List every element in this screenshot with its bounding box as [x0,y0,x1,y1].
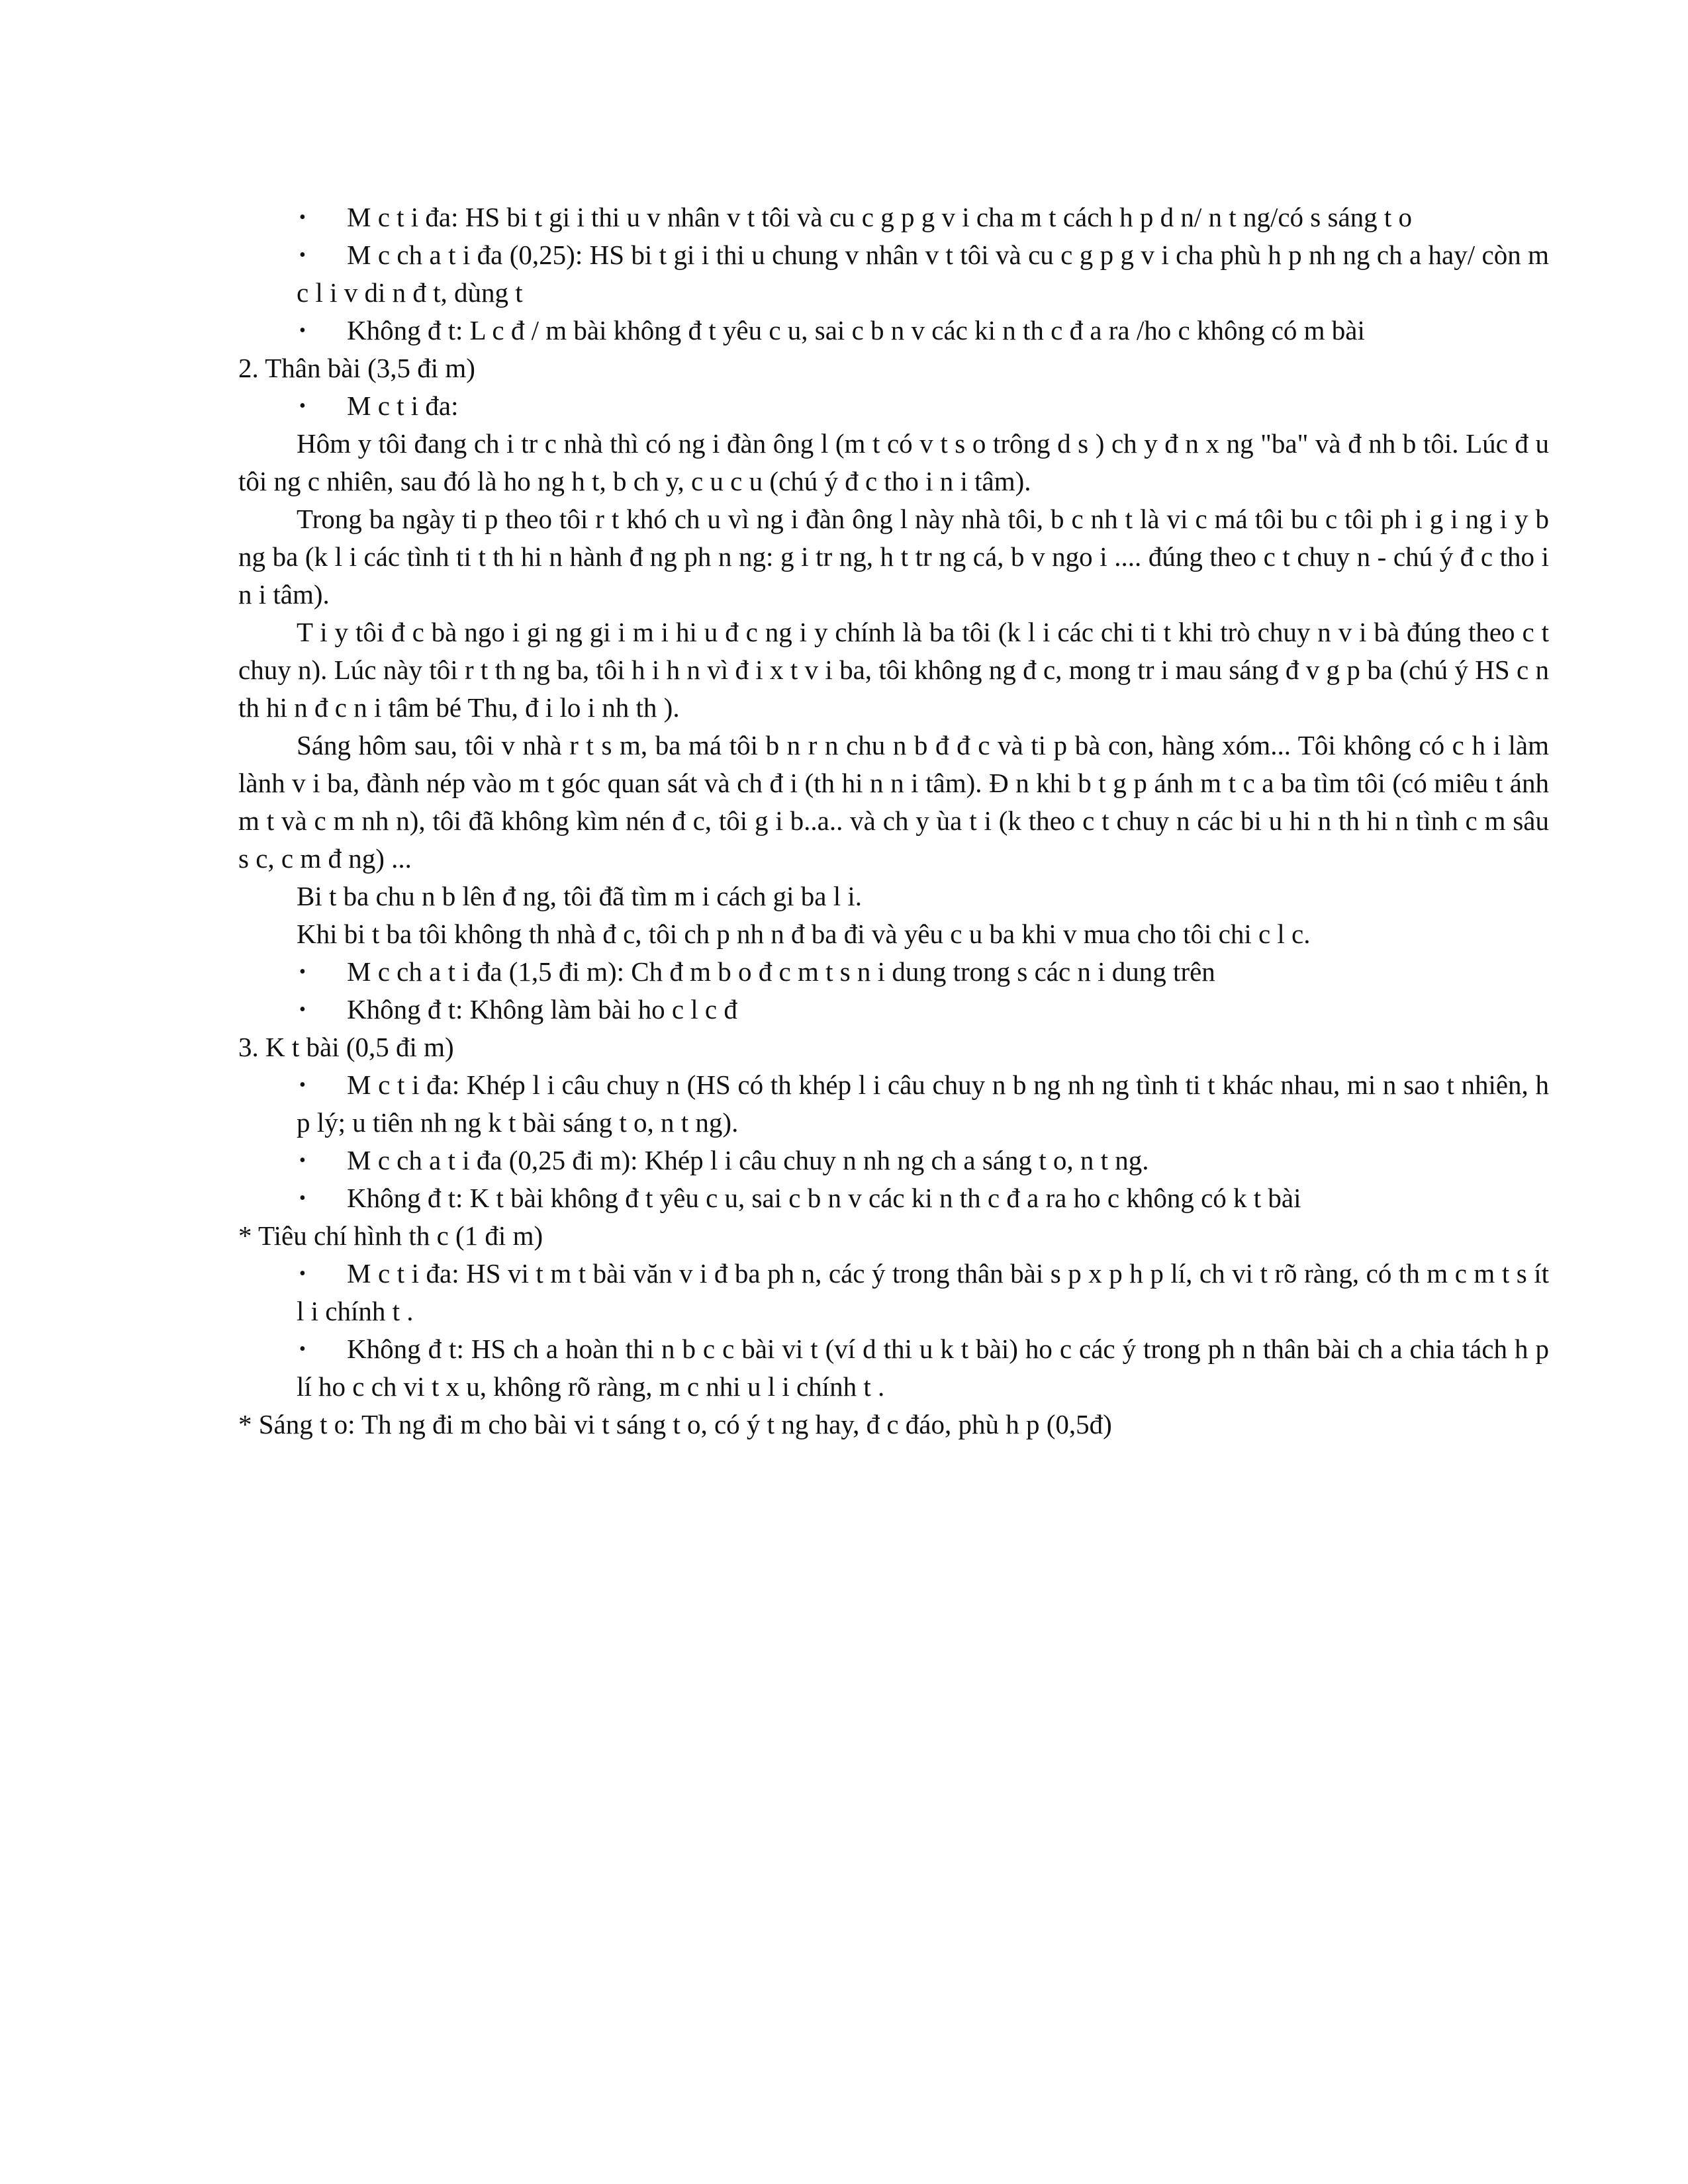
bullet-icon: • [299,1263,306,1284]
body-paragraph: Trong ba ngày ti p theo tôi r t khó ch u vì ng i đàn ông l này nhà tôi, b c nh t là vi c má tôi bu c tôi ph i g i ng i y b ng ba (k l i các tình ti t th hi n hành đ ng ph n ng: g i tr ng, h t tr ng cá, b v ngo i .... đúng theo c t chuy n - chú ý đ c tho i n i tâm). [238,504,1549,610]
section-heading: 2. Thân bài (3,5 đi m) [238,353,475,383]
creativity-line: * Sáng t o: Th ng đi m cho bài vi t sáng t o, có ý t ng hay, đ c đáo, phù h p (0,5đ) [238,1409,1112,1439]
intro-bullet-text: M c t i đa: HS bi t gi i thi u v nhân v t tôi và cu c g p g v i cha m t cách h p d n/ n t ng/có s sáng t o [347,202,1413,232]
section2-top-bullet: M c t i đa: [347,390,459,421]
section2-bullet-text: Không đ t: Không làm bài ho c l c đ [347,994,737,1024]
list-item [238,1179,1549,1217]
bullet-icon: • [299,320,306,341]
bullet-icon: • [299,1075,306,1095]
list-item [238,1255,1549,1330]
body-paragraph: Bi t ba chu n b lên đ ng, tôi đã tìm m i cách gi ba l i. [297,881,863,911]
bullet-icon: • [299,1339,306,1359]
list-item [238,1330,1549,1406]
list-item [238,312,1549,349]
bullet-icon: • [299,245,306,265]
list-item [238,991,1549,1028]
intro-bullet-text: Không đ t: L c đ / m bài không đ t yêu c u, sai c b n v các ki n th c đ a ra /ho c không có m bài [347,315,1365,345]
section3-bullet-text: Không đ t: K t bài không đ t yêu c u, sai c b n v các ki n th c đ a ra ho c không có k t bài [347,1183,1301,1213]
bullet-icon: • [299,1150,306,1171]
body-paragraph: Khi bi t ba tôi không th nhà đ c, tôi ch p nh n đ ba đi và yêu c u ba khi v mua cho tôi chi c l c. [297,919,1311,949]
bullet-icon: • [299,962,306,982]
section2-bullet-text: M c ch a t i đa (1,5 đi m): Ch đ m b o đ c m t s n i dung trong s các n i dung trên [347,956,1215,987]
section3-bullet-text: M c ch a t i đa (0,25 đi m): Khép l i câu chuy n nh ng ch a sáng t o, n t ng. [347,1145,1149,1175]
body-paragraph: Hôm y tôi đang ch i tr c nhà thì có ng i đàn ông l (m t có v t s o trông d s ) ch y đ n x ng "ba" và đ nh b tôi. Lúc đ u tôi ng c nhiên, sau đó là ho ng h t, b ch y, c u c u (chú ý đ c tho i n i tâm). [238,428,1549,496]
bullet-icon: • [299,207,306,228]
section-heading: 3. K t bài (0,5 đi m) [238,1032,454,1062]
list-item [238,387,1549,425]
list-item [238,953,1549,991]
criteria-bullet-text: Không đ t: HS ch a hoàn thi n b c c bài vi t (ví d thi u k t bài) ho c các ý trong ph n thân bài ch a chia tách h p lí ho c ch vi t x u, không rõ ràng, m c nhi u l i chính t . [297,1334,1549,1402]
list-item [238,236,1549,312]
list-item [238,1142,1549,1179]
intro-bullet-text: M c ch a t i đa (0,25): HS bi t gi i thi u chung v nhân v t tôi và cu c g p g v i cha phù h p nh ng ch a hay/ còn m c l i v di n đ t, dùng t [297,240,1549,308]
bullet-icon: • [299,1188,306,1208]
list-item [238,1066,1549,1142]
body-paragraph: Sáng hôm sau, tôi v nhà r t s m, ba má tôi b n r n chu n b đ đ c và ti p bà con, hàng xóm... Tôi không có c h i làm lành v i ba, đành nép vào m t góc quan sát và ch đ i (th hi n n i tâm). Đ n khi b t g p ánh m t c a ba tìm tôi (có miêu t ánh m t và c m nh n), tôi đã không kìm nén đ c, tôi g i b..a.. và ch y ùa t i (k theo c t chuy n các bi u hi n th hi n tình c m sâu s c, c m đ ng) ... [238,730,1549,874]
bullet-icon: • [299,396,306,416]
section3-bullet-text: M c t i đa: Khép l i câu chuy n (HS có th khép l i câu chuy n b ng nh ng tình ti t khác nhau, mi n sao t nhiên, h p lý; u tiên nh ng k t bài sáng t o, n t ng). [297,1069,1549,1138]
bullet-icon: • [299,999,306,1020]
criteria-bullet-text: M c t i đa: HS vi t m t bài văn v i đ ba ph n, các ý trong thân bài s p x p h p lí, ch vi t rõ ràng, có th m c m t s ít l i chính t . [297,1258,1549,1326]
document-page [238,199,1549,1443]
body-paragraph: T i y tôi đ c bà ngo i gi ng gi i m i hi u đ c ng i y chính là ba tôi (k l i các chi ti t khi trò chuy n v i bà đúng theo c t chuy n). Lúc này tôi r t th ng ba, tôi h i h n vì đ i x t v i ba, tôi không ng đ c, mong tr i mau sáng đ v g p ba (chú ý HS c n th hi n đ c n i tâm bé Thu, đ i lo i nh th ). [238,617,1549,723]
list-item [238,199,1549,236]
criteria-heading: * Tiêu chí hình th c (1 đi m) [238,1220,543,1251]
